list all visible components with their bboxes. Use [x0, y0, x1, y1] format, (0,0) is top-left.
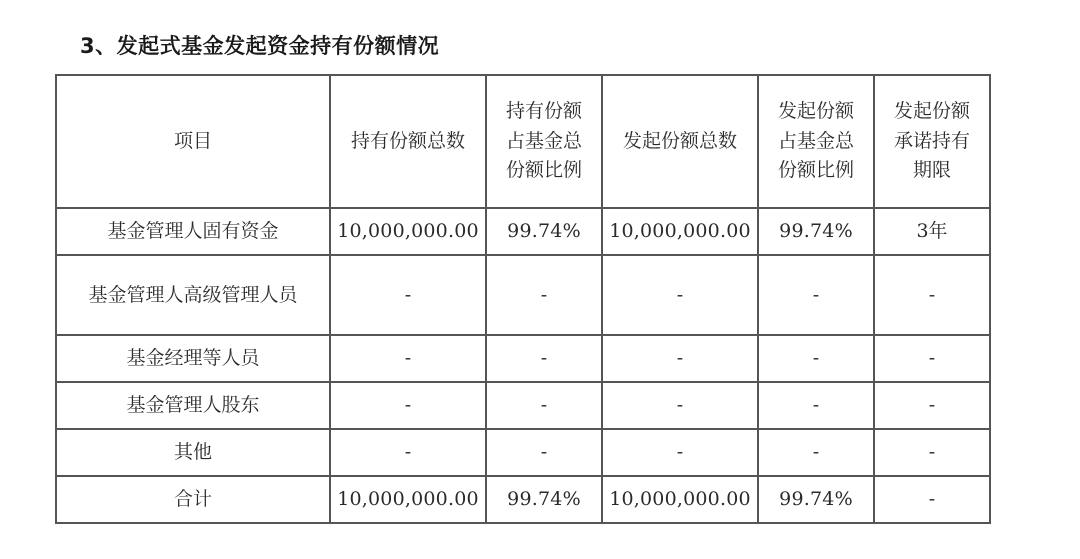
- header-held-share-ratio: [486, 75, 602, 208]
- header-held-share-ratio-line3: 份额比例: [505, 159, 582, 182]
- cell-item: 合计: [56, 476, 330, 523]
- cell-item: 基金管理人固有资金: [56, 208, 330, 255]
- table-row: [56, 335, 990, 382]
- cell-seed-share-ratio: -: [758, 255, 874, 335]
- cell-total-held-shares: -: [330, 429, 486, 476]
- table-header-row: [56, 75, 990, 208]
- cell-seed-share-ratio: 99.74%: [758, 476, 874, 523]
- cell-seed-share-ratio: -: [758, 382, 874, 429]
- cell-item: 基金经理等人员: [56, 335, 330, 382]
- table-row: [56, 382, 990, 429]
- header-item-label: 项目: [173, 129, 212, 152]
- cell-total-seed-shares: 10,000,000.00: [602, 476, 758, 523]
- header-total-held-shares: [330, 75, 486, 208]
- cell-holding-period: -: [874, 255, 990, 335]
- header-holding-period-line3: 期限: [912, 159, 951, 182]
- header-total-seed-shares: [602, 75, 758, 208]
- cell-held-share-ratio: -: [486, 335, 602, 382]
- fund-holdings-table: [55, 74, 991, 524]
- cell-total-seed-shares: -: [602, 382, 758, 429]
- cell-total-seed-shares: -: [602, 429, 758, 476]
- header-item: [56, 75, 330, 208]
- table-row: [56, 255, 990, 335]
- cell-total-held-shares: -: [330, 335, 486, 382]
- cell-total-held-shares: -: [330, 382, 486, 429]
- header-holding-period-line2: 承诺持有: [893, 129, 970, 152]
- cell-held-share-ratio: 99.74%: [486, 476, 602, 523]
- cell-holding-period: 3年: [874, 208, 990, 255]
- cell-holding-period: -: [874, 335, 990, 382]
- header-seed-share-ratio-line1: 发起份额: [777, 100, 854, 123]
- cell-seed-share-ratio: -: [758, 335, 874, 382]
- header-held-share-ratio-line2: 占基金总: [505, 129, 582, 152]
- cell-held-share-ratio: 99.74%: [486, 208, 602, 255]
- cell-held-share-ratio: -: [486, 382, 602, 429]
- cell-held-share-ratio: -: [486, 255, 602, 335]
- cell-total-seed-shares: -: [602, 255, 758, 335]
- header-seed-share-ratio-line3: 份额比例: [777, 159, 854, 182]
- header-seed-share-ratio-line2: 占基金总: [777, 129, 854, 152]
- cell-total-held-shares: 10,000,000.00: [330, 476, 486, 523]
- cell-item: 基金管理人股东: [56, 382, 330, 429]
- header-holding-period-line1: 发起份额: [893, 100, 970, 123]
- table-row: [56, 208, 990, 255]
- table-row: [56, 429, 990, 476]
- cell-seed-share-ratio: 99.74%: [758, 208, 874, 255]
- header-total-held-shares-label: 持有份额总数: [350, 129, 465, 152]
- cell-item: 其他: [56, 429, 330, 476]
- cell-total-held-shares: 10,000,000.00: [330, 208, 486, 255]
- header-held-share-ratio-line1: 持有份额: [505, 100, 582, 123]
- header-seed-share-ratio: [758, 75, 874, 208]
- cell-item: 基金管理人高级管理人员: [56, 255, 330, 335]
- cell-total-held-shares: -: [330, 255, 486, 335]
- header-total-seed-shares-label: 发起份额总数: [622, 129, 737, 152]
- section-heading: 3、发起式基金发起资金持有份额情况: [80, 34, 440, 58]
- table-total-row: [56, 476, 990, 523]
- cell-holding-period: -: [874, 429, 990, 476]
- cell-holding-period: -: [874, 476, 990, 523]
- cell-seed-share-ratio: -: [758, 429, 874, 476]
- cell-holding-period: -: [874, 382, 990, 429]
- cell-held-share-ratio: -: [486, 429, 602, 476]
- header-holding-period: [874, 75, 990, 208]
- cell-total-seed-shares: 10,000,000.00: [602, 208, 758, 255]
- cell-total-seed-shares: -: [602, 335, 758, 382]
